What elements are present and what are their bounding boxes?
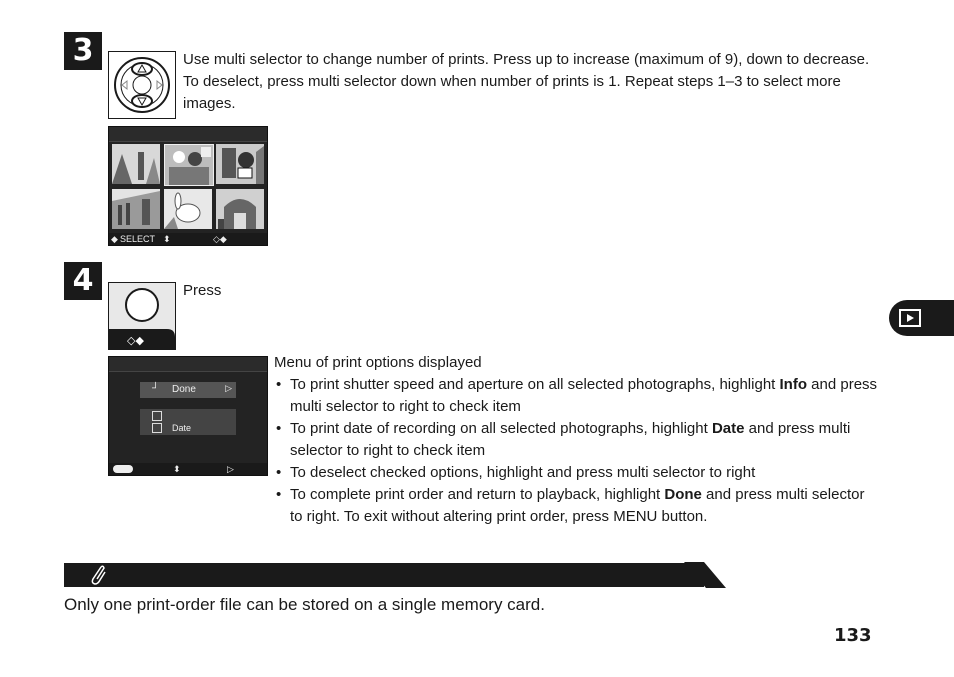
step-4-number: 4	[64, 262, 102, 300]
playback-section-tab	[889, 300, 954, 336]
footer-select-label: SELECT	[120, 234, 156, 244]
multi-selector-illustration	[108, 51, 176, 119]
list-item: • To print date of recording on all selected photographs, highlight Date and press multi selector to right to check item	[274, 418, 878, 462]
list-item: • To print shutter speed and aperture on all selected photographs, highlight Info and press multi selector to right to check item	[274, 374, 878, 418]
menu-heading: Menu of print options displayed	[274, 354, 482, 371]
thumbnail-3	[216, 144, 264, 184]
paperclip-note-icon	[88, 564, 108, 586]
menu-done-label: Done	[172, 384, 196, 395]
menu-done-row[interactable]	[140, 382, 236, 398]
thumbnail-4	[112, 189, 160, 229]
note-header-bar	[64, 563, 704, 587]
footer-right-icon: ▷	[227, 464, 234, 474]
footer-updown-icon: ⬍	[163, 234, 171, 244]
screen-title-bar	[109, 127, 267, 142]
menu-options-panel	[140, 409, 236, 435]
playback-icon	[899, 309, 921, 327]
checkmark-icon: ┘	[152, 383, 160, 394]
enter-button-icon	[109, 283, 175, 349]
note-bar-end-stripes	[684, 562, 734, 588]
screen-footer	[109, 463, 267, 475]
print-options-screen	[108, 356, 268, 476]
list-item: • To complete print order and return to playback, highlight Done and press multi selector to right. To exit without altering print order, press MENU button.	[274, 484, 878, 528]
date-checkbox[interactable]	[152, 423, 162, 433]
footer-multi-selector-icon: ◆	[111, 234, 118, 244]
info-checkbox[interactable]	[152, 411, 162, 421]
right-arrow-icon: ▷	[225, 383, 232, 393]
screen-footer	[109, 233, 267, 245]
thumbnail-2	[164, 144, 214, 186]
menu-button-icon	[113, 465, 133, 473]
list-item: • To deselect checked options, highlight and press multi selector to right	[274, 462, 878, 484]
screen-title-bar	[109, 357, 267, 372]
step-3-number: 3	[64, 32, 102, 70]
menu-date-label: Date	[172, 423, 192, 433]
enter-button-illustration	[108, 282, 176, 350]
thumbnail-5	[164, 189, 212, 229]
thumbnail-1	[112, 144, 160, 184]
step-3-instruction: Use multi selector to change number of prints. Press up to increase (maximum of 9), down to decrease. To deselect, press multi selector down when number of prints is 1. Repeat steps 1–3 to select more images.	[183, 51, 870, 112]
thumbnail-6	[216, 189, 264, 229]
press-label: Press	[183, 282, 222, 299]
thumbnail-screen	[108, 126, 268, 246]
svg-text:◇◆: ◇◆	[127, 334, 144, 347]
page-number: 133	[834, 625, 872, 646]
multi-selector-icon	[109, 52, 175, 118]
print-options-list	[274, 374, 878, 528]
note-text: Only one print-order file can be stored on a single memory card.	[64, 595, 545, 614]
footer-print-set-icon: ◇◆	[213, 234, 227, 244]
footer-updown-icon: ⬍	[173, 464, 181, 474]
